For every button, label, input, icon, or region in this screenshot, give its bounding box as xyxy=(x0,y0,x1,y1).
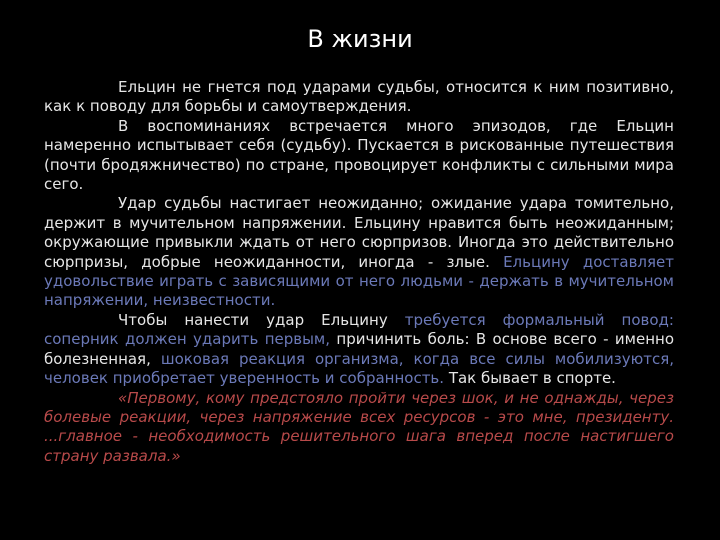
quote-text: «Первому, кому предстояло пройти через шок, и не однажды, через болевые реакции, через напряжение всех ресурсов - это мне, президенту. ...главное - необходимость решительного шага вперед после настигшего страну развала.» xyxy=(44,388,674,465)
paragraph-4 xyxy=(44,311,674,389)
paragraph-4-text-c: Так бывает в спорте. xyxy=(444,369,616,388)
paragraph-4-text-a: Чтобы нанести удар Ельцину xyxy=(118,310,405,329)
quote-paragraph xyxy=(44,389,674,467)
paragraph-3-highlight: Ельцину доставляет удовольствие играть с зависящими от него людьми - держать в мучительном напряжении, неизвестности. xyxy=(44,252,674,310)
paragraph-4-highlight-a: требуется формальный повод: соперник должен ударить первым, xyxy=(44,310,674,349)
paragraph-1-text: Ельцин не гнется под ударами судьбы, относится к ним позитивно, как к поводу для борьбы и самоутверждения. xyxy=(44,78,674,116)
paragraph-3-text: Удар судьбы настигает неожиданно; ожидание удара томительно, держит в мучительном напряжении. Ельцину нравится быть неожиданным; окружающие привыкли ждать от него сюрпризов. Иногда это действительно сюрпризы, добрые неожиданности, иногда - злые. xyxy=(44,194,674,271)
slide-body xyxy=(44,78,674,466)
paragraph-2-text: В воспоминаниях встречается много эпизодов, где Ельцин намеренно испытывает себя (судьбу). Пускается в рискованные путешествия (почти бродяжничество) по стране, провоцирует конфликты с сильными мира сего. xyxy=(44,116,674,194)
paragraph-1 xyxy=(44,78,674,117)
paragraph-4-text-b: причинить боль: В основе всего - именно болезненная, xyxy=(44,330,674,368)
paragraph-2 xyxy=(44,117,674,195)
paragraph-3 xyxy=(44,194,674,310)
slide-title: В жизни xyxy=(307,25,413,53)
paragraph-4-highlight-b: шоковая реакция организма, когда все силы мобилизуются, человек приобретает уверенность и собранность. xyxy=(44,349,675,388)
